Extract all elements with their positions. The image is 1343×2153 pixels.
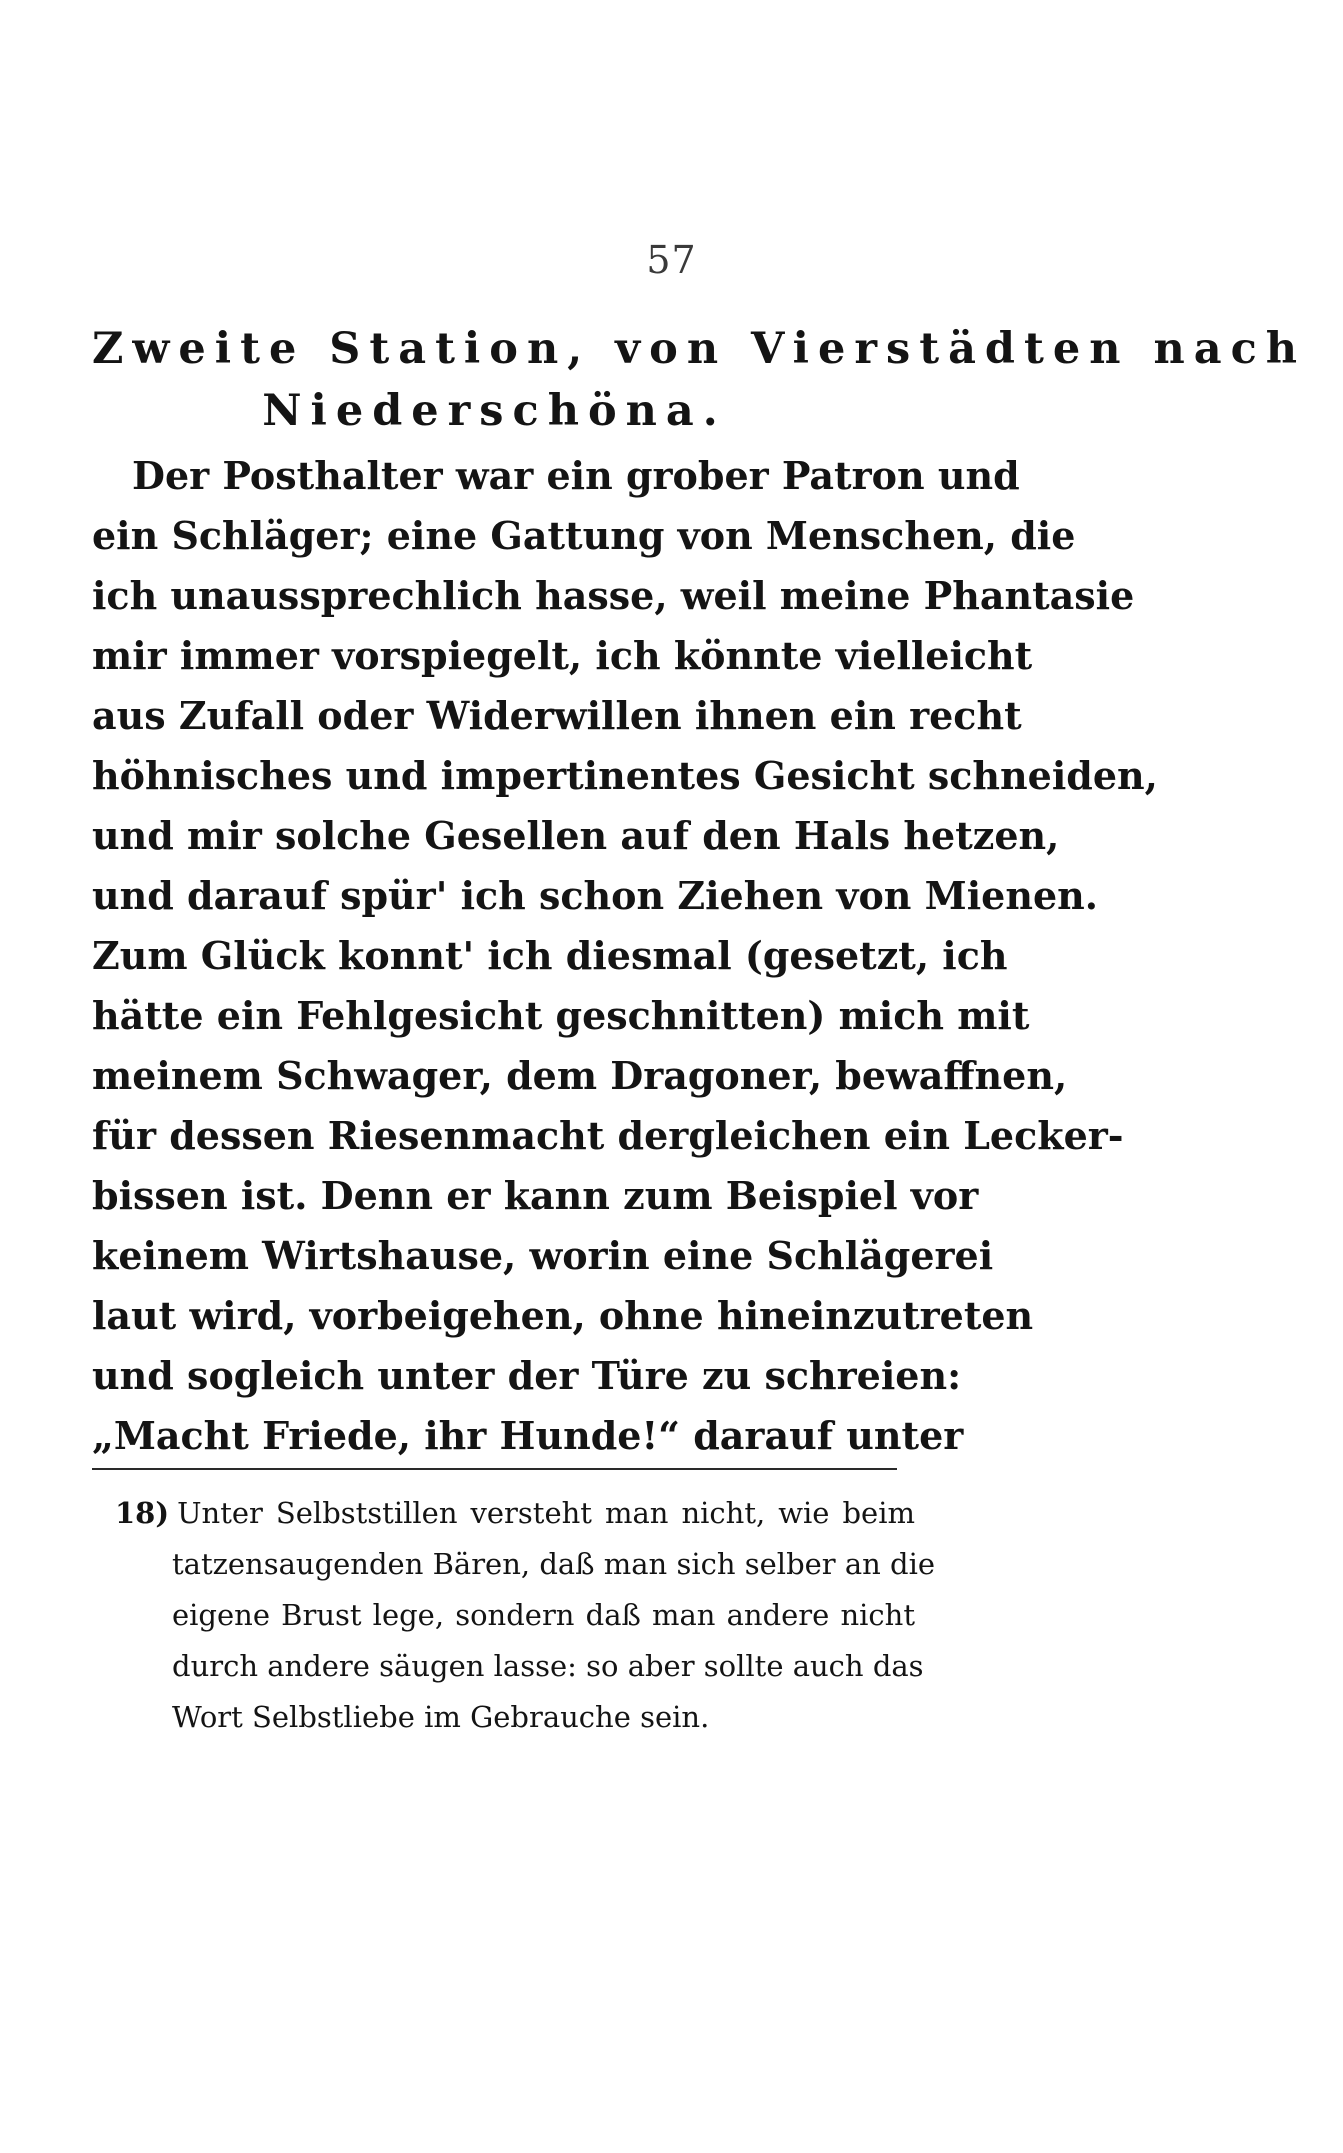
footnote-separator: [92, 1468, 897, 1470]
footnote-marker: 18): [115, 1496, 170, 1530]
footnote-text: Unter Selbststillen versteht man nicht, wie beim: [177, 1496, 915, 1530]
body-line: „Macht Friede, ihr Hunde!“ darauf unter: [92, 1413, 964, 1458]
body-line: laut wird, vorbeigehen, ohne hineinzutreten: [92, 1293, 1034, 1338]
body-line: hätte ein Fehlgesicht geschnitten) mich mit: [92, 993, 1030, 1038]
body-line: Zum Glück konnt' ich diesmal (gesetzt, ich: [92, 933, 1008, 978]
body-line: meinem Schwager, dem Dragoner, bewaffnen,: [92, 1053, 1068, 1098]
footnote-line: tatzensaugenden Bären, daß man sich selber an die: [172, 1547, 936, 1581]
body-line: keinem Wirtshause, worin eine Schlägerei: [92, 1233, 994, 1278]
body-line: und sogleich unter der Türe zu schreien:: [92, 1353, 962, 1398]
footnote-line: [115, 1488, 915, 1539]
footnote: [115, 1488, 936, 1743]
footnote-line: Wort Selbstliebe im Gebrauche sein.: [172, 1700, 710, 1734]
section-heading-line-2: Niederschöna.: [262, 386, 727, 436]
body-line: ein Schläger; eine Gattung von Menschen, die: [92, 513, 1076, 558]
page-number: 57: [646, 238, 697, 282]
body-line: ich unaussprechlich hasse, weil meine Phantasie: [92, 573, 1135, 618]
footnote-line: eigene Brust lege, sondern daß man andere nicht: [172, 1598, 915, 1632]
body-line: aus Zufall oder Widerwillen ihnen ein recht: [92, 693, 1022, 738]
body-line: Der Posthalter war ein grober Patron und: [132, 453, 1020, 498]
body-line: mir immer vorspiegelt, ich könnte vielleicht: [92, 633, 1033, 678]
body-text: [92, 446, 1158, 1466]
body-line: für dessen Riesenmacht dergleichen ein Lecker-: [92, 1113, 1124, 1158]
body-line: höhnisches und impertinentes Gesicht schneiden,: [92, 753, 1158, 798]
body-line: bissen ist. Denn er kann zum Beispiel vor: [92, 1173, 979, 1218]
body-line: und mir solche Gesellen auf den Hals hetzen,: [92, 813, 1060, 858]
body-line: und darauf spür' ich schon Ziehen von Mienen.: [92, 873, 1098, 918]
section-heading-line-1: Zweite Station, von Vierstädten nach: [92, 324, 1307, 374]
footnote-line: durch andere säugen lasse: so aber sollte auch das: [172, 1649, 924, 1683]
section-heading: [92, 318, 1307, 442]
